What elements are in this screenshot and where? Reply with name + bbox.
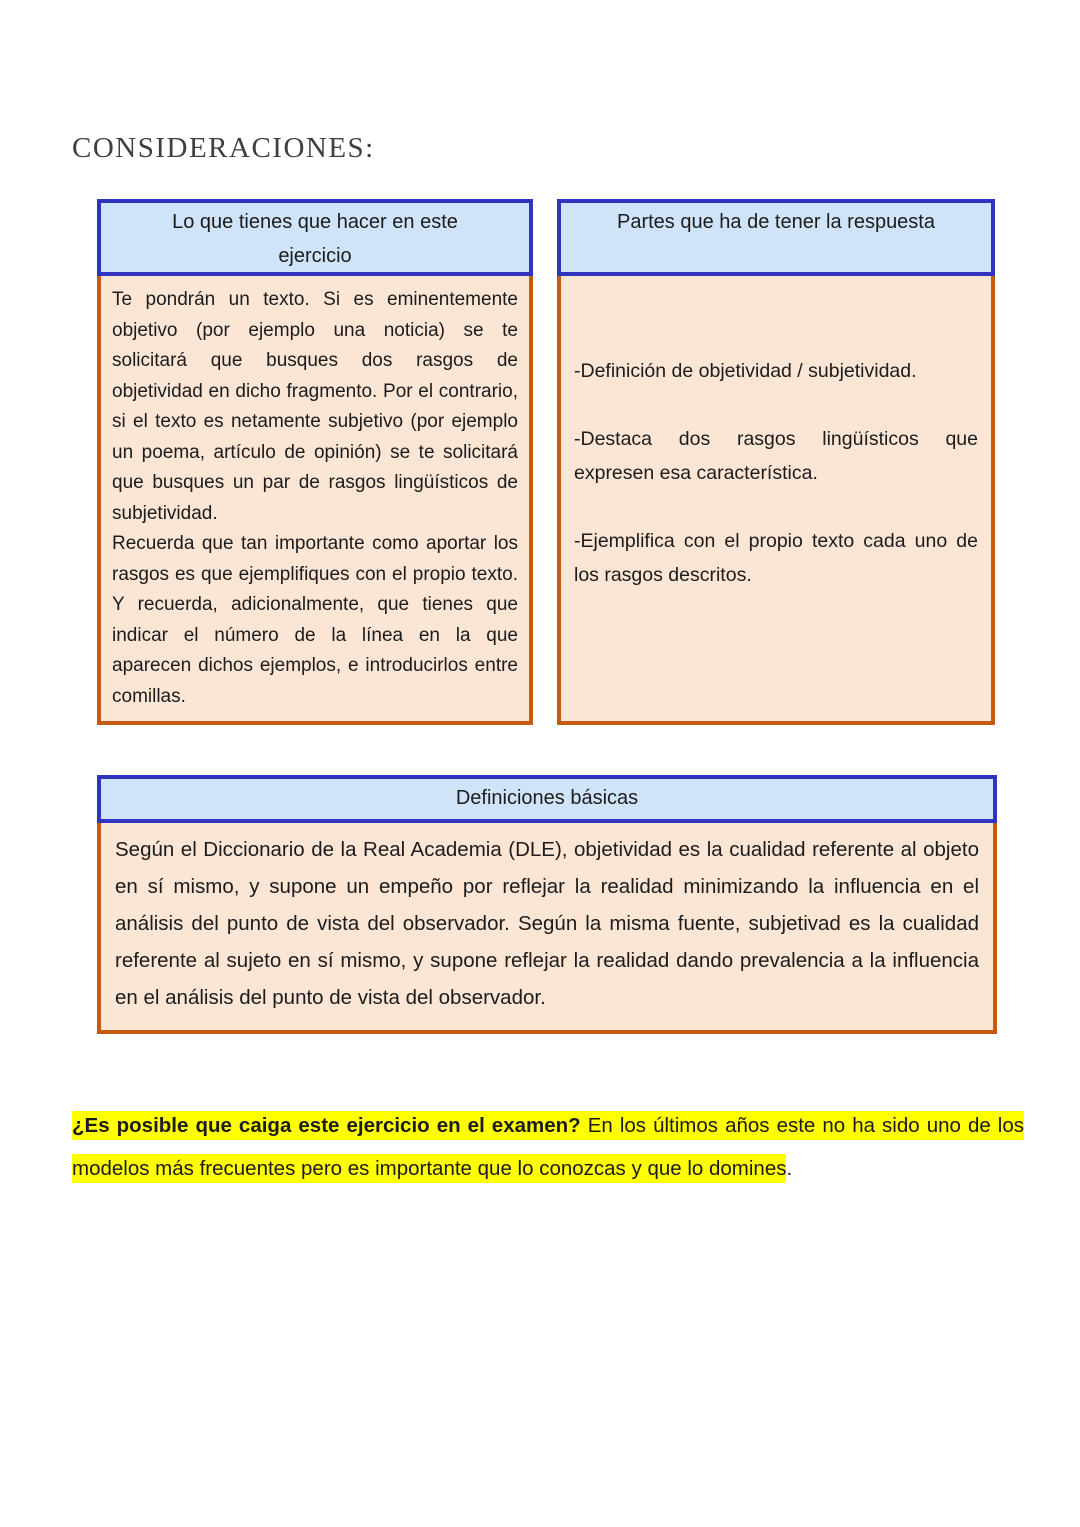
paragraph: Según el Diccionario de la Real Academia (DLE), objetividad es la cualidad referente al objeto en sí mismo, y supone un empeño por reflejar la realidad minimizando la influencia en el análisis del punto de vista del observador. Según la misma fuente, subjetivad es la cualidad referente al sujeto en sí mismo, y supone reflejar la realidad dando prevalencia a la influencia en el análisis del punto de vista del observador. <box>115 838 979 1009</box>
table-what-to-do-body <box>97 276 533 725</box>
exam-note <box>72 1104 1024 1190</box>
list-item: -Ejemplifica con el propio texto cada uno de los rasgos descritos. <box>574 530 978 586</box>
table-answer-parts <box>557 199 995 725</box>
table-answer-parts-header <box>557 199 995 276</box>
list-item: -Destaca dos rasgos lingüísticos que expresen esa característica. <box>574 428 978 484</box>
list-item: -Definición de objetividad / subjetividad. <box>574 360 917 382</box>
two-column-tables <box>97 199 995 725</box>
table-what-to-do-header-text: Lo que tienes que hacer en este ejercicio <box>172 211 458 267</box>
table-basic-definitions-body <box>97 823 997 1034</box>
paragraph: Recuerda que tan importante como aportar los rasgos es que ejemplifiques con el propio texto. Y recuerda, adicionalmente, que tienes que indicar el número de la línea en la que aparecen dichos ejemplos, e introducirlos entre comillas. <box>112 533 518 707</box>
table-answer-parts-body <box>557 276 995 725</box>
exam-note-answer: En los últimos años este no ha sido uno de los modelos más frecuentes pero es importante que lo conozcas y que lo domines <box>72 1111 1024 1183</box>
table-answer-parts-header-text: Partes que ha de tener la respuesta <box>617 211 935 233</box>
table-basic-definitions-header <box>97 775 997 823</box>
table-basic-definitions <box>97 775 997 1034</box>
page-title: CONSIDERACIONES: <box>72 132 375 164</box>
table-what-to-do <box>97 199 533 725</box>
exam-note-period: . <box>786 1157 793 1180</box>
table-what-to-do-header <box>97 199 533 276</box>
exam-note-question: ¿Es posible que caiga este ejercicio en el examen? <box>72 1111 581 1140</box>
table-basic-definitions-header-text: Definiciones básicas <box>455 787 639 809</box>
paragraph: Te pondrán un texto. Si es eminentemente objetivo (por ejemplo una noticia) se te solicitará que busques dos rasgos de objetividad en dicho fragmento. Por el contrario, si el texto es netamente subjetivo (por ejemplo un poema, artículo de opinión) se te solicitará que busques un par de rasgos lingüísticos de subjetividad. <box>112 289 518 524</box>
